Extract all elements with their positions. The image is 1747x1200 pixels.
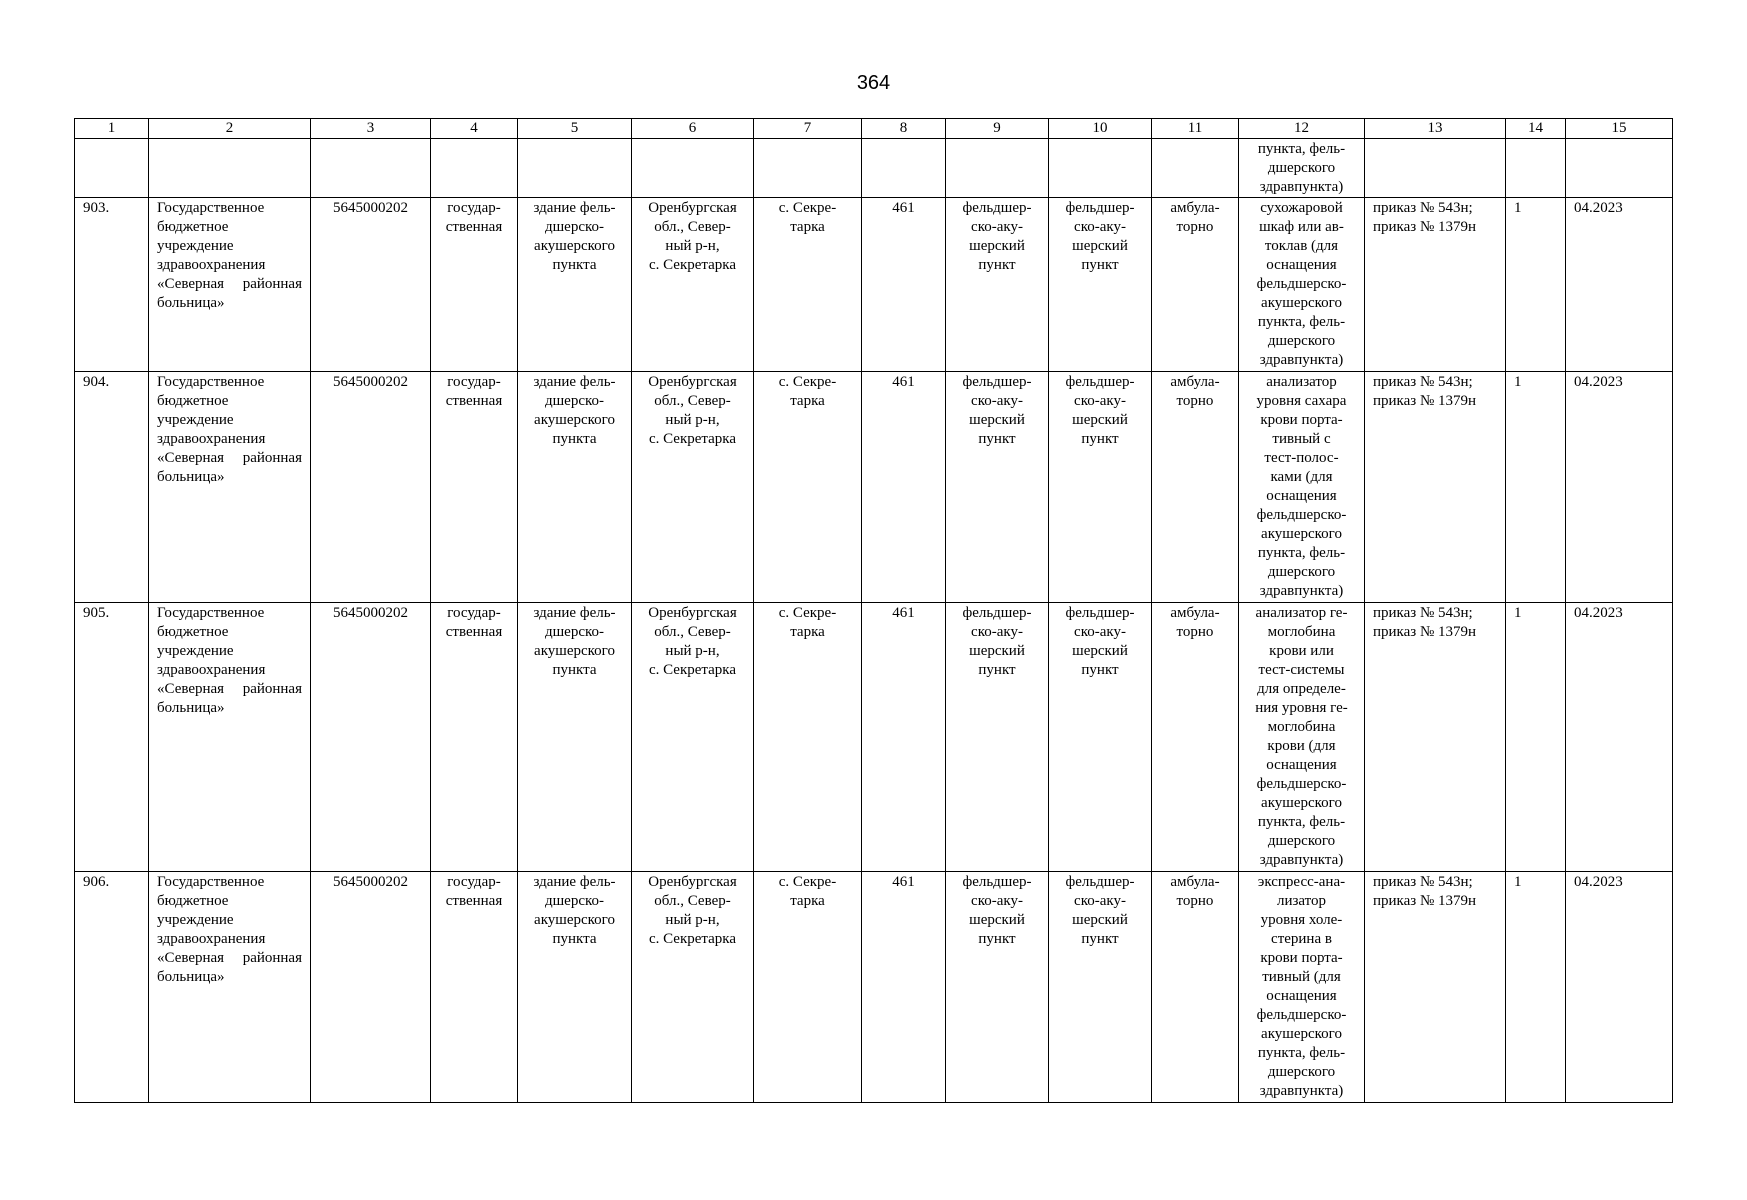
table-row <box>75 872 1673 1103</box>
building-cell: здание фель- дшерско- акушерского пункта <box>518 872 632 1103</box>
institution-cell: Государственное бюджетное учреждение здравоохранения «Северная районная больница» <box>149 372 311 603</box>
facility-type-cell: фельдшер- ско-аку- шерский пункт <box>946 372 1049 603</box>
care-form-cell: амбула- торно <box>1152 603 1239 872</box>
quantity-cell: 1 <box>1506 872 1566 1103</box>
code-cell: 461 <box>862 872 946 1103</box>
column-header: 4 <box>431 119 518 139</box>
equipment-cell: экспресс-ана- лизатор уровня холе- стерина в крови порта- тивный (для оснащения фельдшерско- акушерского пункта, фель- дшерского здравпункта) <box>1239 872 1365 1103</box>
institution-cell: Государственное бюджетное учреждение здравоохранения «Северная районная больница» <box>149 603 311 872</box>
column-header: 8 <box>862 119 946 139</box>
code-cell: 461 <box>862 603 946 872</box>
row-number: 904. <box>75 372 149 603</box>
ownership-cell: государ- ственная <box>431 603 518 872</box>
building-cell: здание фель- дшерско- акушерского пункта <box>518 603 632 872</box>
column-header: 15 <box>1566 119 1673 139</box>
facility-type-cell: фельдшер- ско-аку- шерский пункт <box>1049 872 1152 1103</box>
quantity-cell: 1 <box>1506 372 1566 603</box>
code-cell: 461 <box>862 372 946 603</box>
address-cell: Оренбургская обл., Север- ный р-н, с. Секретарка <box>632 372 754 603</box>
page-number: 364 <box>856 72 891 94</box>
equipment-cell: анализатор уровня сахара крови порта- тивный с тест-полос- ками (для оснащения фельдшерско- акушерского пункта, фель- дшерского здравпункта) <box>1239 372 1365 603</box>
institution-cell: Государственное бюджетное учреждение здравоохранения «Северная районная больница» <box>149 872 311 1103</box>
column-header: 14 <box>1506 119 1566 139</box>
orders-cell: приказ № 543н; приказ № 1379н <box>1365 872 1506 1103</box>
ownership-cell: государ- ственная <box>431 198 518 372</box>
continuation-row <box>75 139 1673 198</box>
row-number: 906. <box>75 872 149 1103</box>
settlement-cell: с. Секре- тарка <box>754 603 862 872</box>
orders-cell: приказ № 543н; приказ № 1379н <box>1365 372 1506 603</box>
column-header: 13 <box>1365 119 1506 139</box>
ownership-cell: государ- ственная <box>431 372 518 603</box>
care-form-cell: амбула- торно <box>1152 372 1239 603</box>
column-header: 9 <box>946 119 1049 139</box>
ownership-cell: государ- ственная <box>431 872 518 1103</box>
facility-type-cell: фельдшер- ско-аку- шерский пункт <box>1049 198 1152 372</box>
facility-type-cell: фельдшер- ско-аку- шерский пункт <box>946 872 1049 1103</box>
orders-cell: приказ № 543н; приказ № 1379н <box>1365 603 1506 872</box>
column-header: 12 <box>1239 119 1365 139</box>
column-header: 10 <box>1049 119 1152 139</box>
address-cell: Оренбургская обл., Север- ный р-н, с. Секретарка <box>632 198 754 372</box>
inn-cell: 5645000202 <box>311 872 431 1103</box>
quantity-cell: 1 <box>1506 198 1566 372</box>
code-cell: 461 <box>862 198 946 372</box>
table-row <box>75 603 1673 872</box>
building-cell: здание фель- дшерско- акушерского пункта <box>518 198 632 372</box>
care-form-cell: амбула- торно <box>1152 198 1239 372</box>
row-number: 903. <box>75 198 149 372</box>
settlement-cell: с. Секре- тарка <box>754 198 862 372</box>
orders-cell: приказ № 543н; приказ № 1379н <box>1365 198 1506 372</box>
inn-cell: 5645000202 <box>311 372 431 603</box>
column-header: 6 <box>632 119 754 139</box>
date-cell: 04.2023 <box>1566 198 1673 372</box>
inn-cell: 5645000202 <box>311 603 431 872</box>
address-cell: Оренбургская обл., Север- ный р-н, с. Секретарка <box>632 872 754 1103</box>
column-header: 3 <box>311 119 431 139</box>
settlement-cell: с. Секре- тарка <box>754 872 862 1103</box>
facility-type-cell: фельдшер- ско-аку- шерский пункт <box>1049 603 1152 872</box>
inn-cell: 5645000202 <box>311 198 431 372</box>
equipment-register-table <box>74 118 1673 1103</box>
table-row <box>75 198 1673 372</box>
facility-type-cell: фельдшер- ско-аку- шерский пункт <box>946 198 1049 372</box>
settlement-cell: с. Секре- тарка <box>754 372 862 603</box>
date-cell: 04.2023 <box>1566 872 1673 1103</box>
institution-cell: Государственное бюджетное учреждение здравоохранения «Северная районная больница» <box>149 198 311 372</box>
quantity-cell: 1 <box>1506 603 1566 872</box>
equipment-cell: пункта, фель- дшерского здравпункта) <box>1239 139 1365 198</box>
equipment-cell: анализатор ге- моглобина крови или тест-системы для определе- ния уровня ге- моглобина крови (для оснащения фельдшерско- акушерского пункта, фель- дшерского здравпункта) <box>1239 603 1365 872</box>
care-form-cell: амбула- торно <box>1152 872 1239 1103</box>
date-cell: 04.2023 <box>1566 372 1673 603</box>
column-header: 11 <box>1152 119 1239 139</box>
row-number: 905. <box>75 603 149 872</box>
column-header: 5 <box>518 119 632 139</box>
facility-type-cell: фельдшер- ско-аку- шерский пункт <box>946 603 1049 872</box>
address-cell: Оренбургская обл., Север- ный р-н, с. Секретарка <box>632 603 754 872</box>
column-header: 2 <box>149 119 311 139</box>
facility-type-cell: фельдшер- ско-аку- шерский пункт <box>1049 372 1152 603</box>
column-header: 7 <box>754 119 862 139</box>
equipment-cell: сухожаровой шкаф или ав- токлав (для оснащения фельдшерско- акушерского пункта, фель- дшерского здравпункта) <box>1239 198 1365 372</box>
table-row <box>75 372 1673 603</box>
column-number-header <box>75 119 1673 139</box>
building-cell: здание фель- дшерско- акушерского пункта <box>518 372 632 603</box>
date-cell: 04.2023 <box>1566 603 1673 872</box>
column-header: 1 <box>75 119 149 139</box>
